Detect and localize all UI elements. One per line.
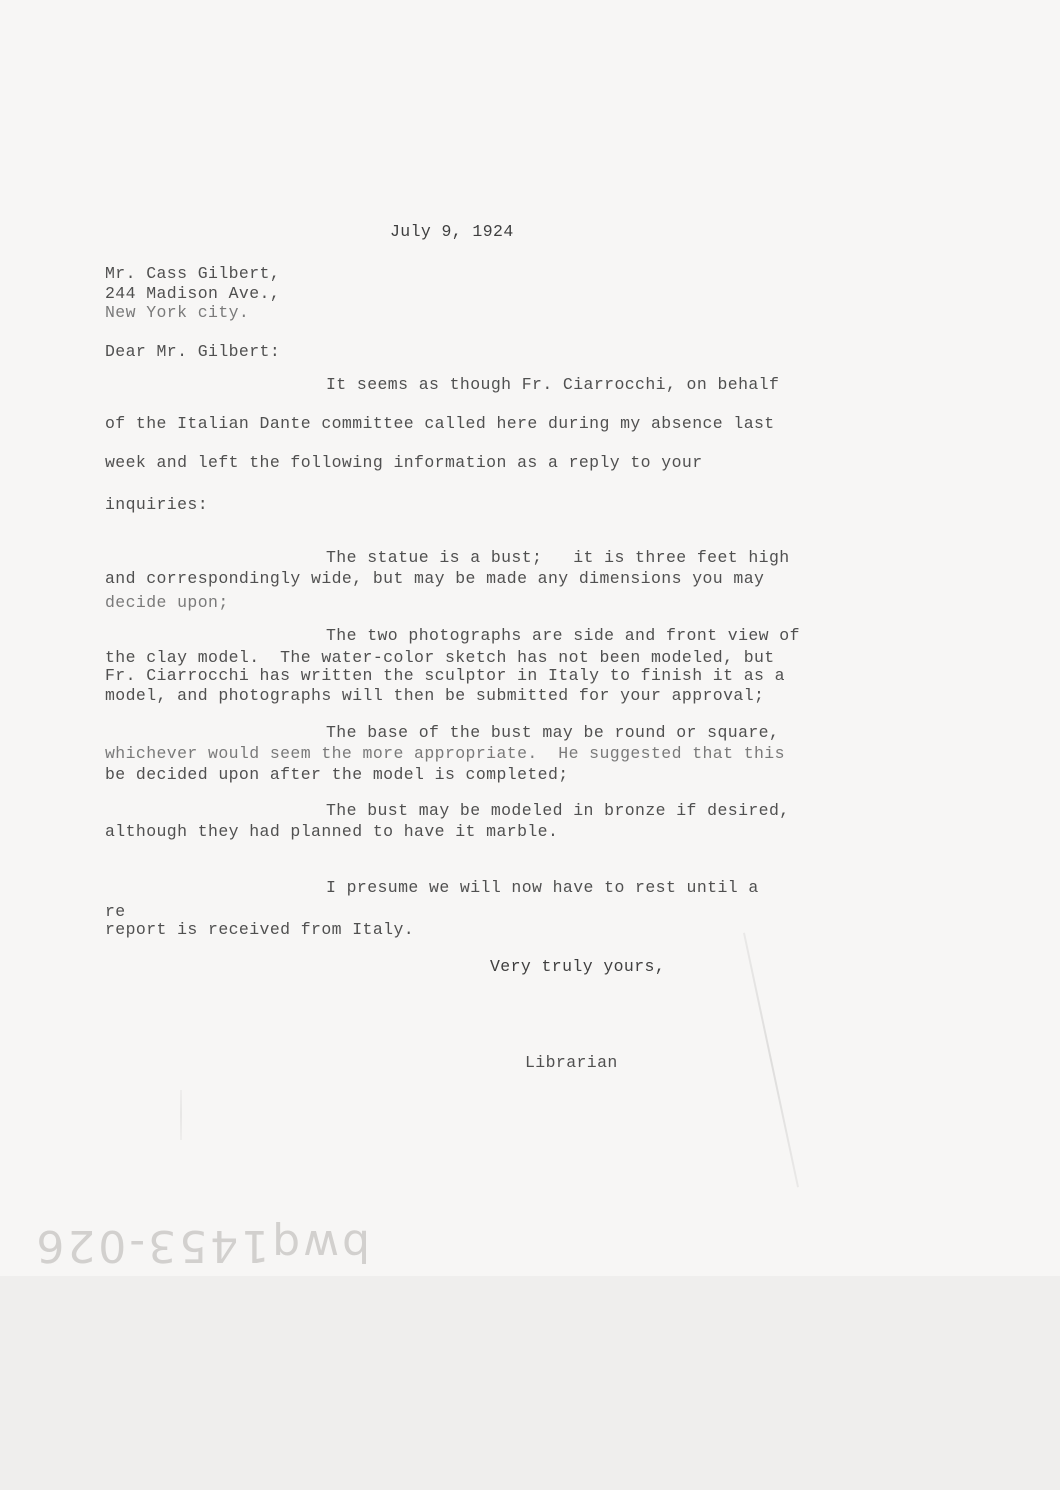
paragraph-3-line-3: Fr. Ciarrocchi has written the sculptor in Italy to finish it as a xyxy=(105,666,785,685)
paragraph-3-line-1: The two photographs are side and front view of xyxy=(326,626,800,645)
paragraph-1-line-3: week and left the following information as a reply to your xyxy=(105,453,703,472)
salutation: Dear Mr. Gilbert: xyxy=(105,342,281,361)
paragraph-3-line-4: model, and photographs will then be submitted for your approval; xyxy=(105,686,765,705)
paragraph-1-line-1: It seems as though Fr. Ciarrocchi, on behalf xyxy=(326,375,780,394)
paragraph-4-line-3: be decided upon after the model is completed; xyxy=(105,765,569,784)
paragraph-6-line-1: I presume we will now have to rest until a xyxy=(326,878,759,897)
paragraph-3-line-2: the clay model. The water-color sketch has not been modeled, but xyxy=(105,648,775,667)
paragraph-2-line-2: and correspondingly wide, but may be made any dimensions you may xyxy=(105,569,765,588)
recipient-street: 244 Madison Ave., xyxy=(105,284,281,303)
scan-background xyxy=(0,1276,1060,1490)
paragraph-4-line-1: The base of the bust may be round or square, xyxy=(326,723,780,742)
recipient-name: Mr. Cass Gilbert, xyxy=(105,264,281,283)
paragraph-4-line-2: whichever would seem the more appropriate. He suggested that this xyxy=(105,744,785,763)
archive-pencil-mark: bwq1453-026 xyxy=(33,1220,370,1271)
paragraph-1-line-2: of the Italian Dante committee called here during my absence last xyxy=(105,414,775,433)
paragraph-2-line-3: decide upon; xyxy=(105,593,229,612)
closing: Very truly yours, xyxy=(490,957,666,976)
paragraph-2-line-1: The statue is a bust; it is three feet high xyxy=(326,548,790,567)
paper-crease-faint xyxy=(180,1090,182,1140)
signature-title: Librarian xyxy=(525,1053,618,1072)
recipient-city: New York city. xyxy=(105,303,250,322)
paragraph-6-line-2: report is received from Italy. xyxy=(105,920,415,939)
paragraph-5-line-1: The bust may be modeled in bronze if desired, xyxy=(326,801,790,820)
letter-date: July 9, 1924 xyxy=(390,222,514,241)
paragraph-6-correction: re xyxy=(105,902,126,921)
paragraph-1-line-4: inquiries: xyxy=(105,495,209,514)
paragraph-5-line-2: although they had planned to have it marble. xyxy=(105,822,559,841)
